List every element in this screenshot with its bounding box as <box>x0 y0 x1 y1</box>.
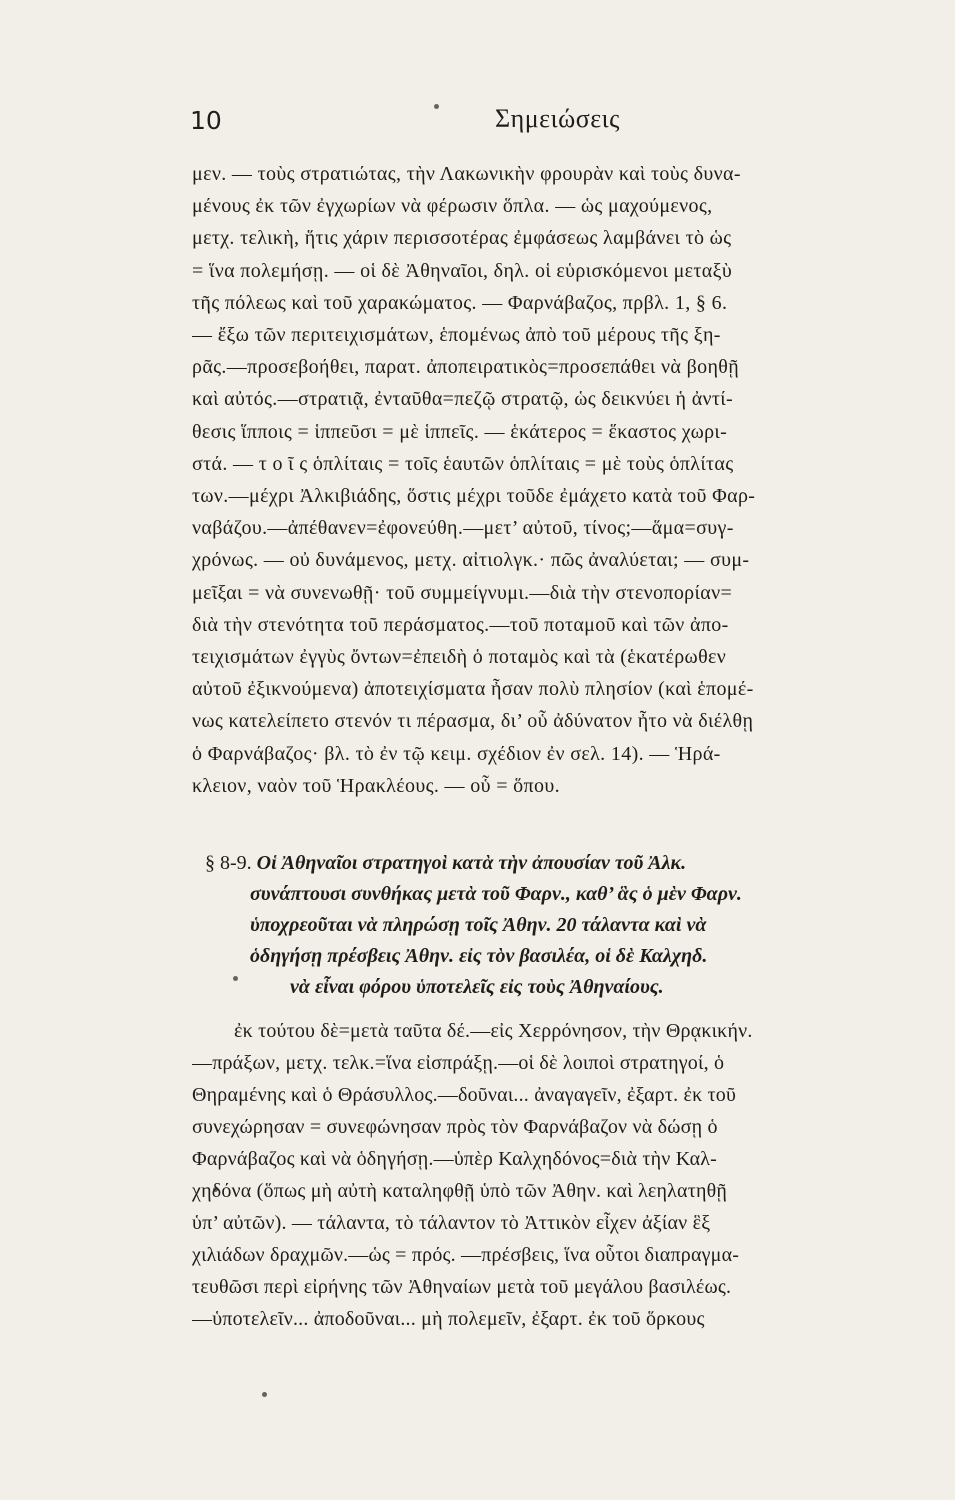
text-line: Φαρνάβαζος καὶ νὰ ὁδηγήσῃ.—ὑπὲρ Καλχηδόνος=διὰ τὴν Καλ- <box>192 1148 718 1170</box>
text-line: νως κατελείπετο στενόν τι πέρασμα, δι’ οὗ ἀδύνατον ἦτο νὰ διέλθῃ <box>192 710 754 733</box>
text-line: διὰ τὴν στενότητα τοῦ περάσματος.—τοῦ ποταμοῦ καὶ τῶν ἀπο- <box>192 613 729 636</box>
text-line: ναβάζου.—ἀπέθανεν=ἐφονεύθη.—μετ’ αὐτοῦ, τίνος;—ἅμα=συγ- <box>192 517 734 540</box>
text-line: —ὑποτελεῖν... ἀποδοῦναι... μὴ πολεμεῖν, ἐξαρτ. ἐκ τοῦ ὅρκους <box>192 1308 705 1330</box>
text-line: μένους ἐκ τῶν ἐγχωρίων νὰ φέρωσιν ὅπλα. — ὡς μαχούμενος, <box>192 195 713 218</box>
text-line: χιλιάδων δραχμῶν.—ὡς = πρός. —πρέσβεις, ἵνα οὗτοι διαπραγμα- <box>192 1244 740 1266</box>
text-line: τῆς πόλεως καὶ τοῦ χαρακώματος. — Φαρνάβαζος, πρβλ. 1, § 6. <box>192 291 728 314</box>
text-line: χηδόνα (ὅπως μὴ αὐτὴ καταληφθῇ ὑπὸ τῶν Ἀθην. καὶ λεηλατηθῇ <box>192 1180 728 1202</box>
speck-mark <box>434 104 439 109</box>
section-heading-line <box>205 848 940 879</box>
page-header <box>190 96 750 136</box>
text-line: στά. — τ ο ῖ ς ὁπλίταις = τοῖς ἑαυτῶν ὁπλίταις = μὲ τοὺς ὁπλίτας <box>192 452 734 475</box>
text-line: ἐκ τούτου δὲ=μετὰ ταῦτα δέ.—εἰς Χερρόνησον, τὴν Θρᾳκικήν. <box>234 1020 753 1042</box>
text-line: κλειον, ναὸν τοῦ Ἡρακλέους. — οὗ = ὅπου. <box>192 774 560 797</box>
text-line: αὐτοῦ ἐξικνούμενα) ἀποτειχίσματα ἦσαν πολὺ πλησίον (καὶ ἑπομέ- <box>192 678 754 701</box>
section-heading-line: συνάπτουσι συνθήκας μετὰ τοῦ Φαρν., καθ’ ἃς ὁ μὲν Φαρν. <box>250 883 742 905</box>
text-line: τειχισμάτων ἐγγὺς ὄντων=ἐπειδὴ ὁ ποταμὸς καὶ τὰ (ἑκατέρωθεν <box>192 646 727 669</box>
text-line: ρᾶς.—προσεβοήθει, παρατ. ἀποπειρατικὸς=προσεπάθει νὰ βοηθῇ <box>192 356 739 379</box>
commentary-paragraph <box>192 1015 942 1335</box>
text-line: τευθῶσι περὶ εἰρήνης τῶν Ἀθηναίων μετὰ τοῦ μεγάλου βασιλέως. <box>192 1276 732 1298</box>
text-line: μετχ. τελικὴ, ἥτις χάριν περισσοτέρας ἐμφάσεως λαμβάνει τὸ ὡς <box>192 227 732 250</box>
text-line: καὶ αὐτός.—στρατιᾷ, ἐνταῦθα=πεζῷ στρατῷ, ὡς δεικνύει ἡ ἀντί- <box>192 388 734 411</box>
section-number: § 8-9. <box>205 852 252 874</box>
text-line: ὁ Φαρνάβαζος· βλ. τὸ ἐν τῷ κειμ. σχέδιον ἐν σελ. 14). — Ἡρά- <box>192 742 721 765</box>
text-line: θεσις ἵπποις = ἱππεῦσι = μὲ ἱππεῖς. — ἑκάτερος = ἕκαστος χωρι- <box>192 420 728 443</box>
text-line: ὑπ’ αὐτῶν). — τάλαντα, τὸ τάλαντον τὸ Ἀττικὸν εἶχεν ἀξίαν ἓξ <box>192 1212 711 1234</box>
text-line: —πράξων, μετχ. τελκ.=ἵνα εἰσπράξῃ.—οἱ δὲ λοιποὶ στρατηγοί, ὁ <box>192 1052 725 1074</box>
text-line: Θηραμένης καὶ ὁ Θράσυλλος.—δοῦναι... ἀναγαγεῖν, ἐξαρτ. ἐκ τοῦ <box>192 1084 737 1106</box>
running-title: Σημειώσεις <box>495 104 620 133</box>
section-heading-line: ὑποχρεοῦται νὰ πληρώσῃ τοῖς Ἀθην. 20 τάλαντα καὶ νὰ <box>250 914 707 936</box>
page-number: 10 <box>190 106 222 135</box>
text-line: χρόνως. — οὐ δυνάμενος, μετχ. αἰτιολγκ.· πῶς ἀναλύεται; — συμ- <box>192 549 750 572</box>
speck-mark <box>262 1392 267 1397</box>
section-heading-line: νὰ εἶναι φόρου ὑποτελεῖς εἰς τοὺς Ἀθηναίους. <box>290 976 664 998</box>
text-line: — ἔξω τῶν περιτειχισμάτων, ἑπομένως ἀπὸ τοῦ μέρους τῆς ξη- <box>192 324 721 347</box>
text-line: μεν. — τοὺς στρατιώτας, τὴν Λακωνικὴν φρουρὰν καὶ τοὺς δυνα- <box>192 163 741 185</box>
section-heading <box>205 848 940 1003</box>
text-line: μεῖξαι = νὰ συνενωθῇ· τοῦ συμμείγνυμι.—διὰ τὴν στενοπορίαν= <box>192 581 733 604</box>
notes-paragraph <box>192 158 942 802</box>
section-title-text: Οἱ Ἀθηναῖοι στρατηγοὶ κατὰ τὴν ἀπουσίαν τοῦ Ἀλκ. <box>256 852 687 874</box>
section-heading-line: ὁδηγήσῃ πρέσβεις Ἀθην. εἰς τὸν βασιλέα, οἱ δὲ Καλχηδ. <box>250 945 708 967</box>
text-line: = ἵνα πολεμήσῃ. — οἱ δὲ Ἀθηναῖοι, δηλ. οἱ εὑρισκόμενοι μεταξὺ <box>192 259 733 282</box>
text-line: συνεχώρησαν = συνεφώνησαν πρὸς τὸν Φαρνάβαζον νὰ δώσῃ ὁ <box>192 1116 718 1138</box>
text-line: των.—μέχρι Ἀλκιβιάδης, ὅστις μέχρι τοῦδε ἐμάχετο κατὰ τοῦ Φαρ- <box>192 485 756 508</box>
